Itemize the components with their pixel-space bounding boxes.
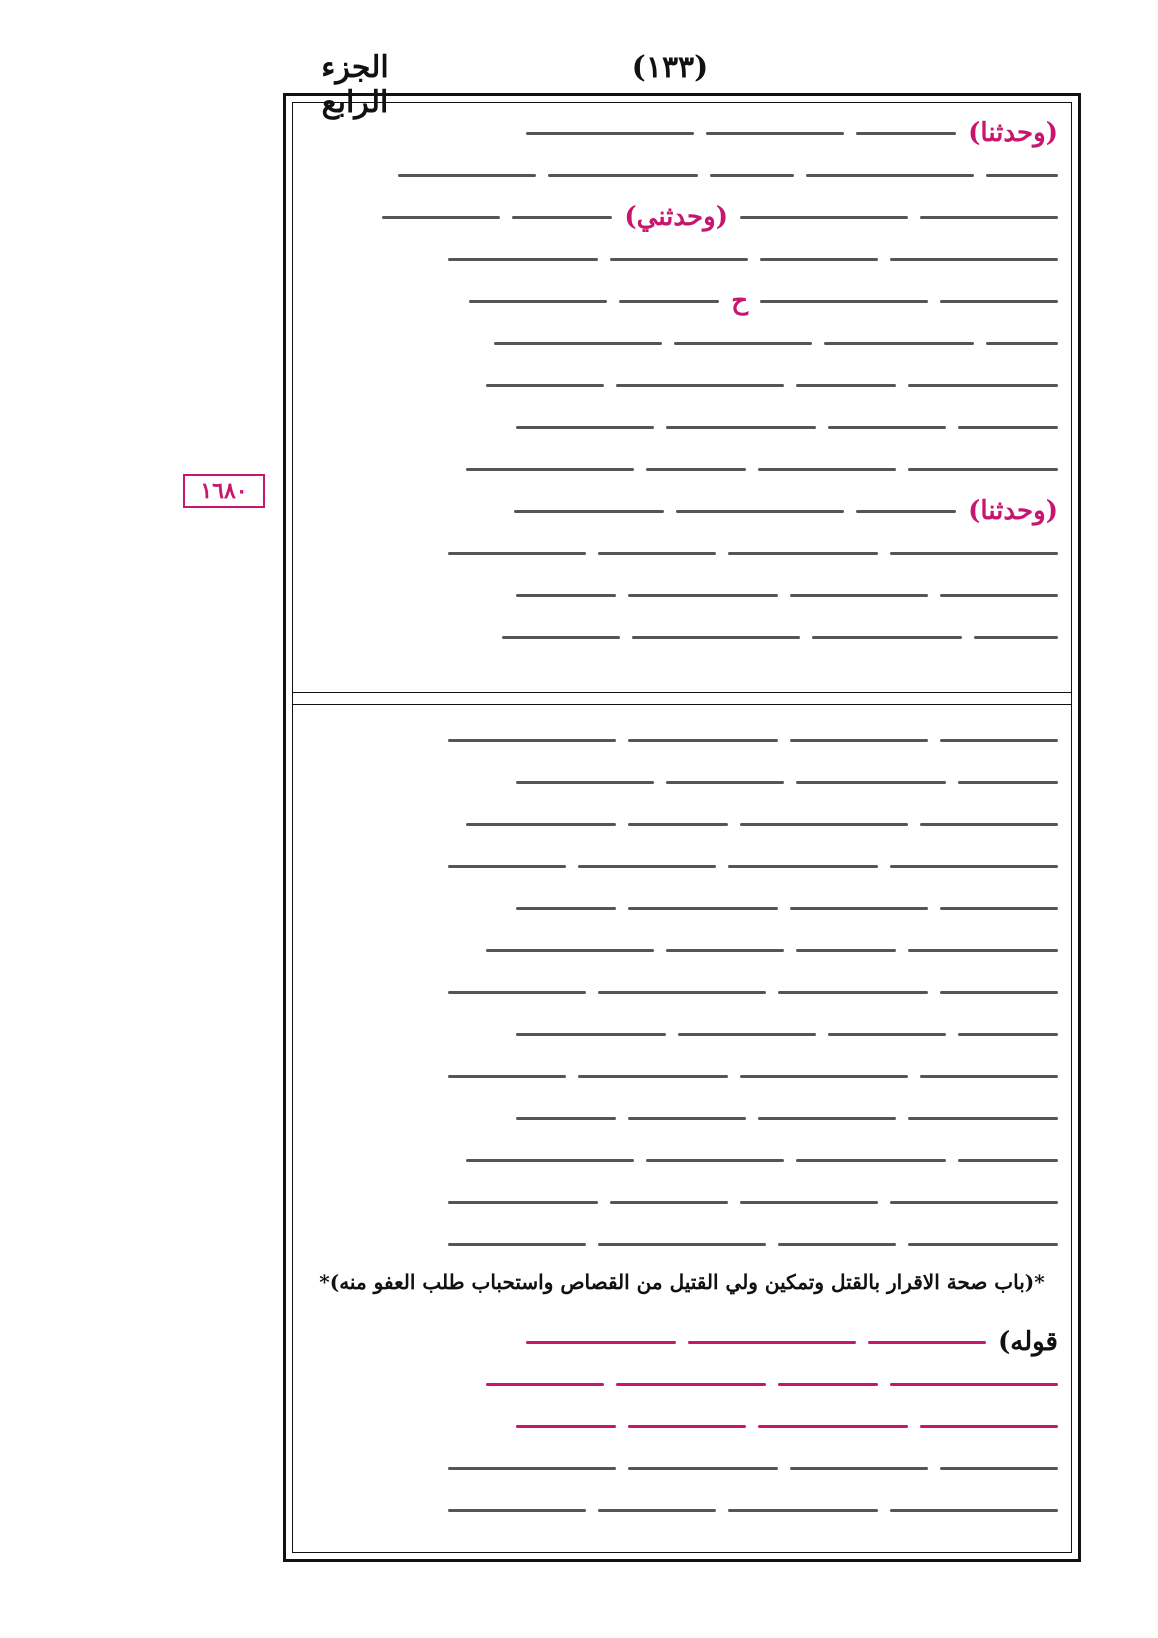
page-number: (١٣٣) xyxy=(631,50,709,85)
commentary-text-block xyxy=(306,714,1058,1544)
narration-marker: (وحدثني) xyxy=(624,202,728,232)
narration-marker: (وحدثنا) xyxy=(968,118,1058,148)
section-divider-bottom xyxy=(292,704,1072,705)
hadith-number-box: ١٦٨٠ xyxy=(183,474,265,508)
section-divider-top xyxy=(292,692,1072,693)
hadith-text-block xyxy=(306,113,1058,679)
running-header-title: الجزء الرابع xyxy=(321,50,389,120)
chapter-heading: *(باب صحة الاقرار بالقتل وتمكين ولي القتيل من القصاص واستحباب طلب العفو منه)* xyxy=(319,1270,1045,1294)
narration-marker: (وحدثنا) xyxy=(968,496,1058,526)
quote-label: (قوله xyxy=(997,1327,1058,1357)
narration-marker: ح xyxy=(731,286,748,316)
